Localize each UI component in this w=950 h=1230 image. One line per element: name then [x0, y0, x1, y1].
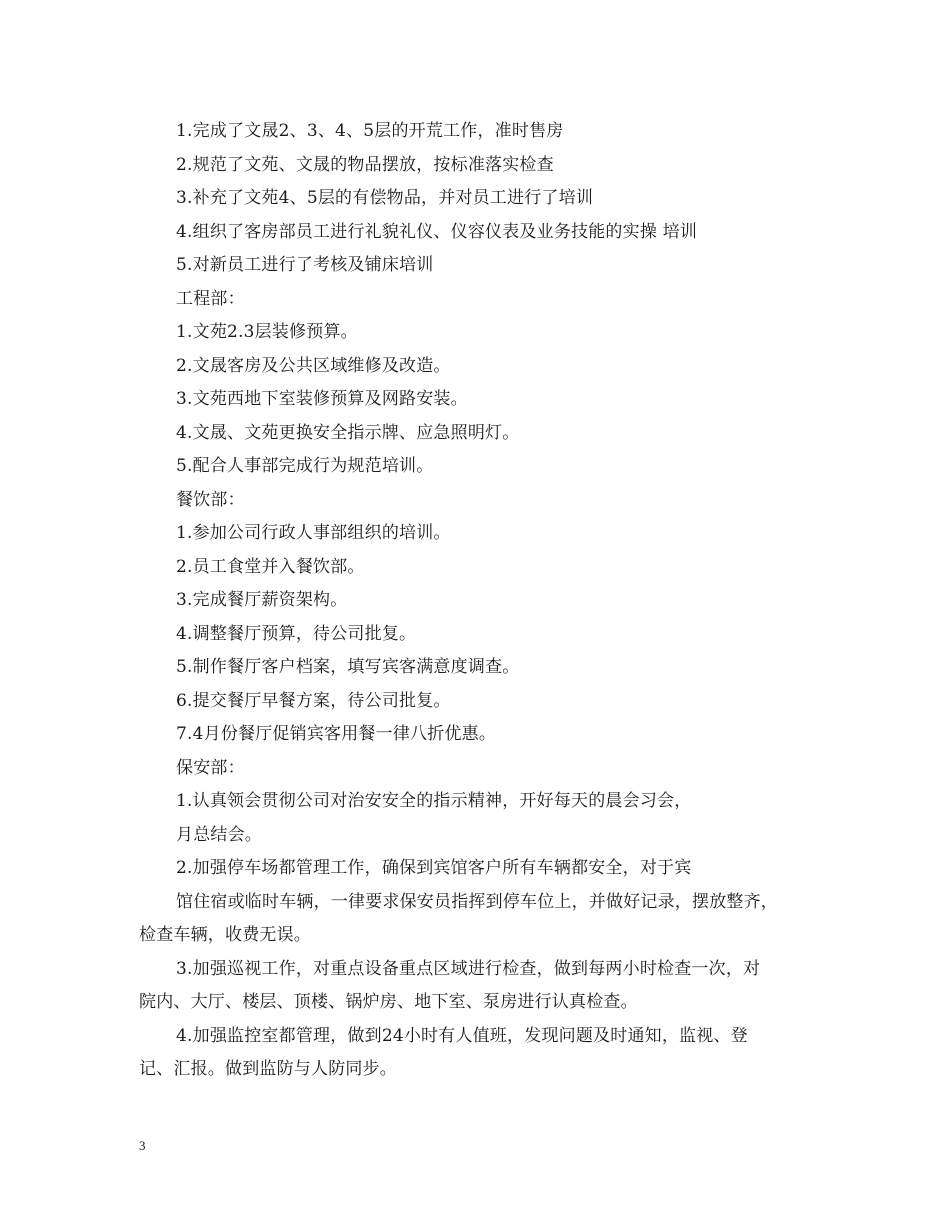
text-line: 5.制作餐厅客户档案，填写宾客满意度调查。 [176, 657, 520, 677]
text-line: 3.完成餐厅薪资架构。 [176, 590, 348, 610]
text-line: 5.配合人事部完成行为规范培训。 [176, 456, 434, 476]
text-line: 1.文苑2.3层装修预算。 [176, 322, 358, 342]
text-line: 检查车辆，收费无误。 [139, 925, 311, 945]
text-line: 5.对新员工进行了考核及铺床培训 [176, 255, 434, 275]
page-number: 3 [139, 1138, 146, 1153]
text-line: 月总结会。 [176, 824, 262, 845]
text-line: 1.认真领会贯彻公司对治安安全的指示精神，开好每天的晨会习会， [176, 791, 692, 811]
text-line: 记、汇报。做到监防与人防同步。 [139, 1059, 397, 1079]
text-line: 2.员工食堂并入餐饮部。 [176, 556, 365, 577]
text-line: 2.规范了文苑、文晟的物品摆放，按标准落实检查 [176, 154, 554, 175]
text-line: 3.加强巡视工作，对重点设备重点区域进行检查，做到每两小时检查一次，对 [176, 958, 761, 979]
text-line: 院内、大厅、楼层、顶楼、锅炉房、地下室、泵房进行认真检查。 [139, 992, 638, 1012]
text-line: 4.文晟、文苑更换安全指示牌、应急照明灯。 [176, 422, 520, 443]
section-heading-catering: 餐饮部： [176, 489, 245, 510]
text-line: 3.补充了文苑4、5层的有偿物品，并对员工进行了培训 [176, 188, 594, 208]
text-line: 6.提交餐厅早餐方案，待公司批复。 [176, 690, 451, 711]
document-body [139, 115, 839, 1087]
section-heading-security: 保安部： [176, 757, 245, 778]
text-line: 4.组织了客房部员工进行礼貌礼仪、仪容仪表及业务技能的实操 培训 [176, 221, 698, 242]
text-line: 4.调整餐厅预算，待公司批复。 [176, 623, 417, 644]
text-line: 2.文晟客房及公共区域维修及改造。 [176, 355, 451, 376]
text-line: 2.加强停车场都管理工作，确保到宾馆客户所有车辆都安全，对于宾 [176, 858, 692, 878]
text-line: 4.加强监控室都管理，做到24小时有人值班，发现问题及时通知，监视、登 [176, 1025, 748, 1046]
text-line: 1.参加公司行政人事部组织的培训。 [176, 523, 451, 543]
text-line: 3.文苑西地下室装修预算及网路安装。 [176, 389, 468, 409]
text-line: 馆住宿或临时车辆，一律要求保安员指挥到停车位上，并做好记录，摆放整齐， [176, 891, 778, 912]
text-line: 7.4月份餐厅促销宾客用餐一律八折优惠。 [176, 724, 497, 744]
text-line: 1.完成了文晟2、3、4、5层的开荒工作，准时售房 [176, 121, 564, 141]
section-heading-engineering: 工程部： [176, 288, 245, 309]
